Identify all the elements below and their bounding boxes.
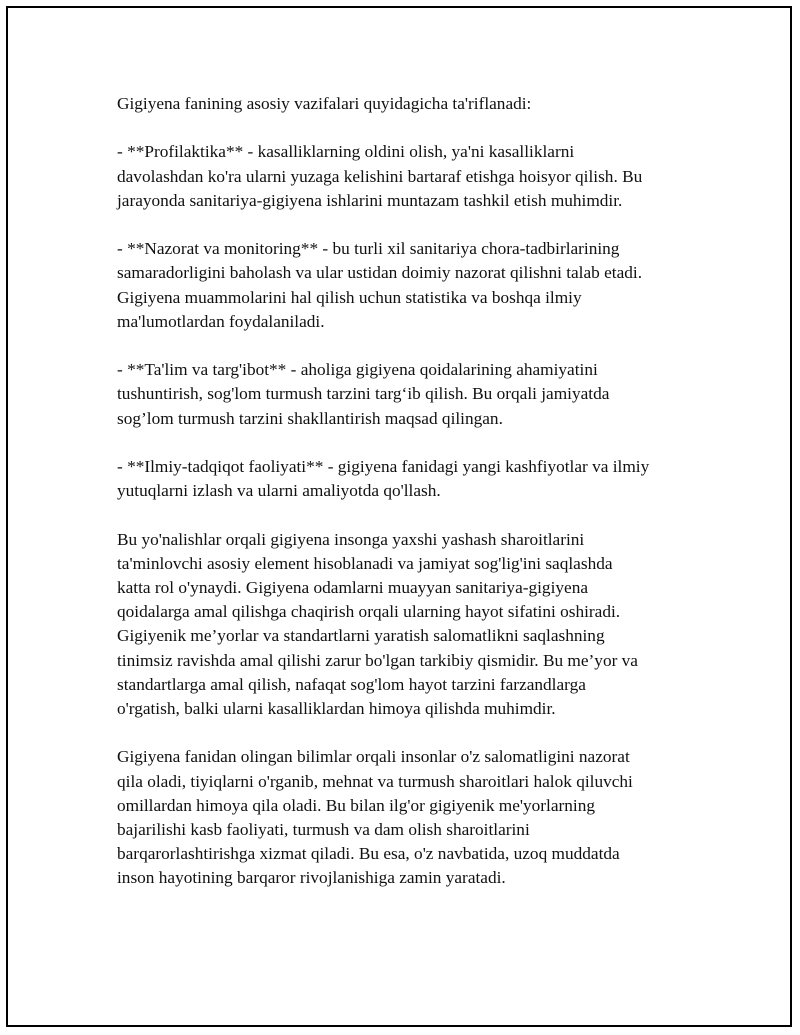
yonalishlar-paragraph: Bu yo'nalishlar orqali gigiyena insonga yaxshi yashash sharoitlarini ta'minlovchi asosiy element hisoblanadi va jamiyat sog'lig'ini saqlashda katta rol o'ynaydi. Gigiyena odamlarni muayyan sanitariya-gigiyena qoidalarga amal qilishga chaqirish orqali ularning hayot sifatini oshiradi. Gigiyenik me’yorlar va standartlarni yaratish salomatlikni saqlashning tinimsiz ravishda amal qilishi zarur bo'lgan tarkibiy qismidir. Bu me’yor va standartlarga amal qilish, nafaqat sog'lom hayot tarzini farzandlarga o'rgatish, balki ularni kasalliklardan himoya qilishda muhimdir. (117, 529, 638, 718)
intro-paragraph: Gigiyena fanining asosiy vazifalari quyidagicha ta'riflanadi: (117, 94, 532, 113)
conclusion-paragraph: Gigiyena fanidan olingan bilimlar orqali insonlar o'z salomatligini nazorat qila oladi, tiyiqlarni o'rganib, mehnat va turmush sharoitlari halok qiluvchi omillardan himoya qila oladi. Bu bilan ilg'or gigiyenik me'yorlarning bajarilishi kasb faoliyati, turmush va dam olish sharoitlarini barqarorlashtirishga xizmat qiladi. Bu esa, o'z navbatida, uzoq muddatda inson hayotining barqaror rivojlanishiga zamin yaratadi. (117, 747, 633, 888)
profilaktika-paragraph: - **Profilaktika** - kasalliklarning oldini olish, ya'ni kasalliklarni davolashdan ko'ra ularni yuzaga kelishini bartaraf etishga hoisyor qilish. Bu jarayonda sanitariya-gigiyena ishlarini muntazam tashkil etish muhimdir. (117, 142, 643, 210)
document-body (117, 92, 697, 915)
talim-paragraph: - **Ta'lim va targ'ibot** - aholiga gigiyena qoidalarining ahamiyatini tushuntirish, sog'lom turmush tarzini targ‘ib qilish. Bu orqali jamiyatda sog’lom turmush tarzini shakllantirish maqsad qilingan. (117, 360, 610, 428)
nazorat-paragraph: - **Nazorat va monitoring** - bu turli xil sanitariya chora-tadbirlarining samaradorligini baholash va ular ustidan doimiy nazorat qilishni talab etadi. Gigiyena muammolarini hal qilish uchun statistika va boshqa ilmiy ma'lumotlardan foydalaniladi. (117, 239, 643, 331)
ilmiy-paragraph: - **Ilmiy-tadqiqot faoliyati** - gigiyena fanidagi yangi kashfiyotlar va ilmiy yutuqlarni izlash va ularni amaliyotda qo'llash. (117, 456, 650, 501)
